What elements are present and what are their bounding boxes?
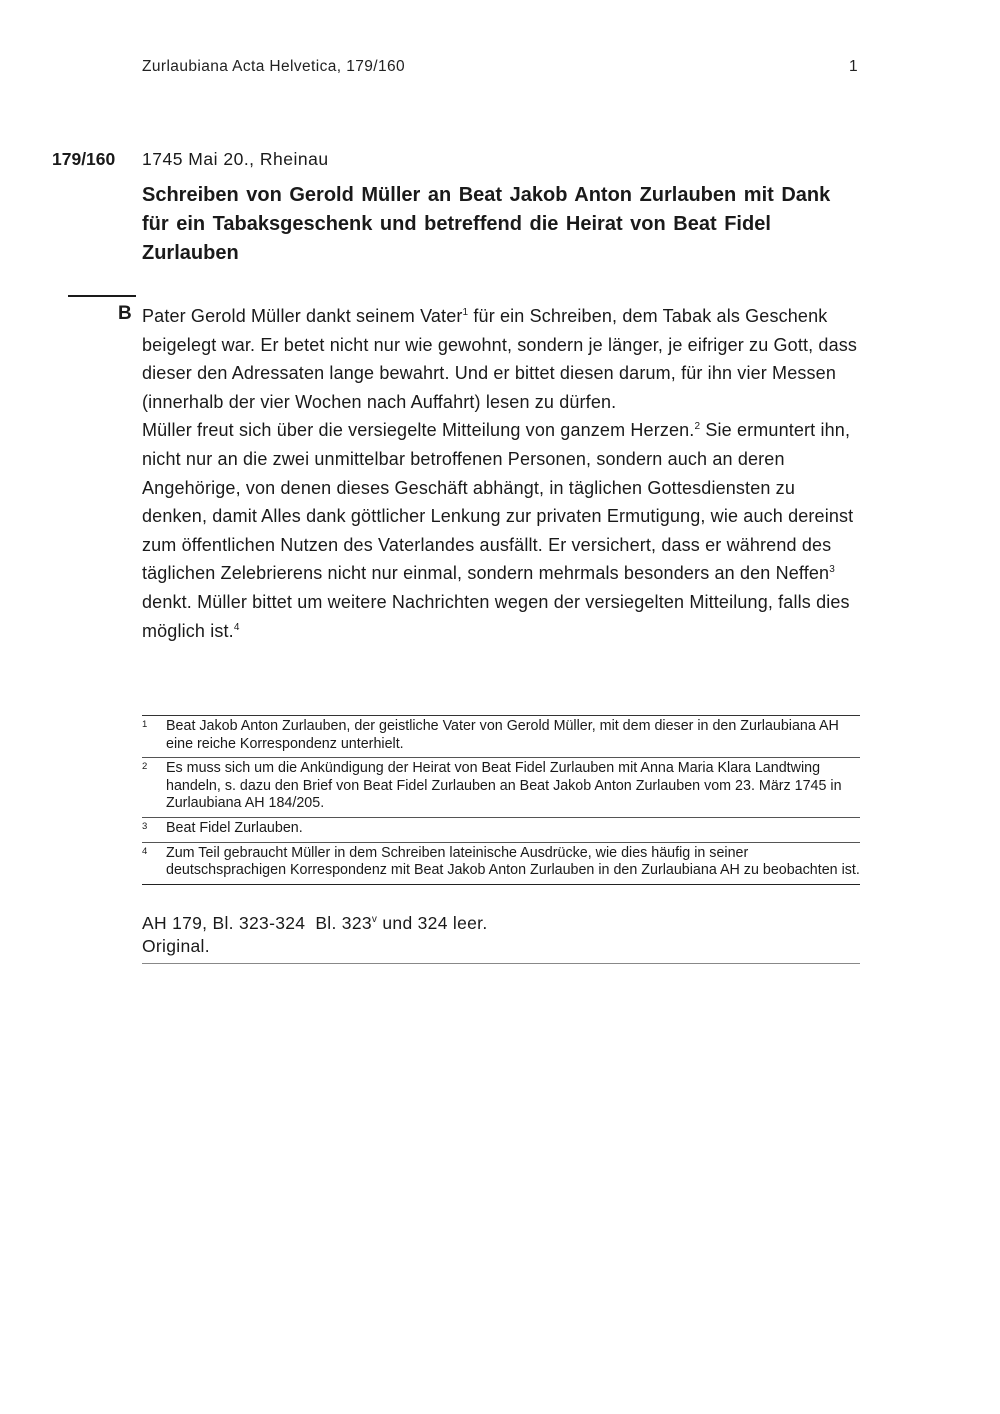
footnote [142,843,860,885]
footnote-ref[interactable]: 1 [462,307,469,318]
summary-text-run: denkt. Müller bittet um weitere Nachrichten wegen der versiegelten Mitteilung, falls dies möglich ist. [142,591,850,641]
marker-rule [68,295,136,297]
source-note-text: Bl. 323 [315,913,372,933]
source-line [142,912,860,935]
footnote-text: Beat Fidel Zurlauben. [166,819,303,836]
footnote-number: 3 [142,820,148,832]
summary-text [142,302,862,645]
running-title: Zurlaubiana Acta Helvetica, 179/160 [142,58,406,75]
source-note [315,913,487,933]
footnote [142,818,860,843]
footnote-number: 4 [142,845,148,857]
summary-text-run: Pater Gerold Müller dankt seinem Vater [142,306,463,326]
entry-title: Schreiben von Gerold Müller an Beat Jakob Anton Zurlauben mit Dank für ein Tabaksgeschenk und betreffend die Heirat von Beat Fidel Zurlauben [142,184,831,264]
footnote [142,716,860,758]
footnote-ref[interactable]: 2 [694,421,701,433]
source-shelfmark: AH 179, Bl. 323-324 [142,913,306,933]
page-number: 1 [848,58,858,75]
summary-text-run: Sie ermuntert ihn, nicht nur an die zwei unmittelbar betroffenen Personen, sondern auch an deren Angehörige, von denen dieses Geschäft abhängt, in täglichen Gottesdiensten zu denken, damit Alles dank göttlicher Lenkung zur privaten Ermutigung, wie auch dereinst zum öffentlichen Nutzen des Vaterlandes ausfällt. Er versichert, dass er während des täglichen Zelebrierens nicht nur einmal, sondern mehrmals besonders an den Neffen [142,420,854,584]
source-info [142,912,860,964]
footnote-text: Es muss sich um die Ankündigung der Heirat von Beat Fidel Zurlauben mit Anna Maria Klara Landtwing handeln, s. dazu den Brief von Beat Fidel Zurlauben an Beat Jakob Anton Zurlauben vom 23. März 1745 in Zurlaubiana AH 184/205. [166,760,842,812]
source-note-text: und 324 leer. [377,913,488,933]
footnote-text: Beat Jakob Anton Zurlauben, der geistliche Vater von Gerold Müller, mit dem dieser in den Zurlaubiana AH eine reiche Korrespondenz unterhielt. [166,718,839,752]
entry-date-place: 1745 Mai 20., Rheinau [142,149,329,169]
source-note-sup: v [371,914,378,926]
footnote-text: Zum Teil gebraucht Müller in dem Schreiben lateinische Ausdrücke, wie dies häufig in seiner deutschsprachigen Korrespondenz mit Beat Jakob Anton Zurlauben in den Zurlaubiana AH zu beobachten ist. [166,844,860,879]
summary-paragraph [142,302,862,416]
footnote-ref[interactable]: 4 [233,621,240,633]
running-head [142,58,858,76]
summary-paragraph [142,416,862,645]
summary-text-run: Müller freut sich über die versiegelte Mitteilung von ganzem Herzen. [142,420,695,441]
summary-text-run: für ein Schreiben, dem Tabak als Geschenk beigelegt war. Er betet nicht nur wie gewohnt, sondern je länger, je eifriger zu Gott, dass dieser den Adressaten lange bewahrt. Und er bittet diesen darum, für ihn vier Messen (innerhalb der vier Wochen nach Auffahrt) lesen zu dürfen. [142,306,858,412]
footnote-number: 1 [142,719,148,730]
footnotes [142,715,860,885]
summary-marker: B [118,303,132,324]
footnote [142,758,860,818]
footnote-ref[interactable]: 3 [829,564,835,576]
entry-id: 179/160 [52,149,116,169]
footnote-number: 2 [142,761,148,773]
source-form: Original. [142,936,210,956]
